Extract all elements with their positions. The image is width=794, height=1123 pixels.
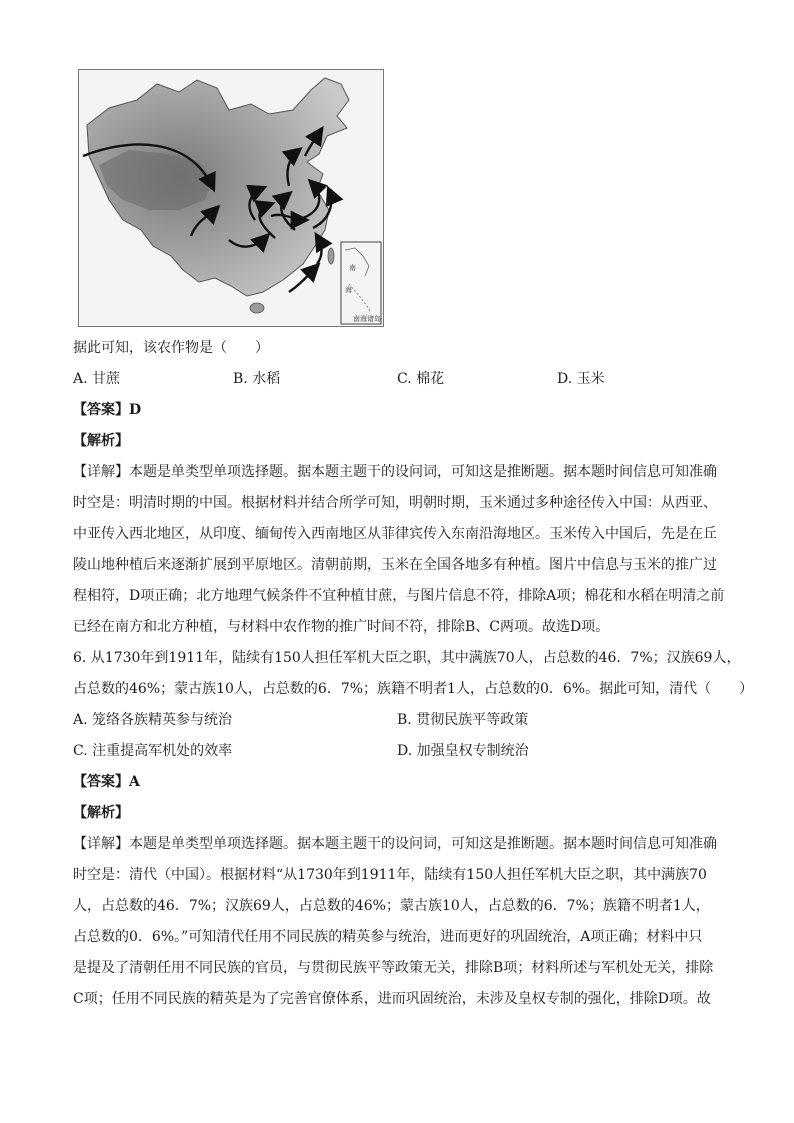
q5-detail-line: 中亚传入西北地区，从印度、缅甸传入西南地区从菲律宾传入东南沿海地区。玉米传入中国后，先是在丘 (73, 526, 717, 542)
taiwan-island (328, 248, 334, 264)
q6-detail-line: 人，占总数的46．7%；汉族69人，占总数的46%；蒙古族10人，占总数的6．7%；族籍不明者1人， (73, 898, 710, 914)
q5-detail-line: 【详解】本题是单类型单项选择题。据本题主题干的设问词，可知这是推断题。据本题时间信息可知准确 (73, 464, 717, 480)
q5-detail-line: 程相符，D项正确；北方地理气候条件不宜种植甘蔗，与图片信息不符，排除A项；棉花和水稻在明清之前 (73, 588, 725, 604)
q6-detail-line: 【详解】本题是单类型单项选择题。据本题主题干的设问词，可知这是推断题。据本题时间信息可知准确 (73, 836, 717, 852)
q6-stem-line: 占总数的46%；蒙古族10人，占总数的6．7%；族籍不明者1人，占总数的0．6%。据此可知，清代（ ） (73, 681, 754, 697)
hainan-island (250, 303, 264, 313)
inset-label-hai: 海 (345, 286, 352, 294)
q5-option-d: D. 玉米 (557, 371, 605, 387)
q5-detail-line: 已经在南方和北方种植，与材料中农作物的推广时间不符，排除B、C两项。故选D项。 (73, 619, 610, 635)
q6-option-d: D. 加强皇权专制统治 (397, 743, 529, 759)
q5-option-b: B. 水稻 (233, 371, 281, 387)
q6-answer: 【答案】A (73, 774, 140, 790)
q5-detail-line: 陵山地种植后来逐渐扩展到平原地区。清朝前期，玉米在全国各地多有种植。图片中信息与玉米的推广过 (73, 557, 717, 573)
q5-stem: 据此可知，该农作物是（ ） (73, 340, 269, 356)
q6-option-b: B. 贯彻民族平等政策 (397, 712, 529, 728)
china-map-graphic (79, 70, 383, 326)
south-china-sea-inset (341, 242, 381, 324)
inset-label-islands: 南海诸岛 (353, 315, 381, 323)
crop-spread-map (78, 69, 384, 327)
q6-detail-line: 时空是：清代（中国）。根据材料“从1730年到1911年，陆续有150人担任军机大臣之职，其中满族70 (73, 867, 707, 883)
q6-detail-line: 是提及了清朝任用不同民族的官员，与贯彻民族平等政策无关，排除B项；材料所述与军机处无关，排除 (73, 960, 714, 976)
q6-stem-line: 6. 从1730年到1911年，陆续有150人担任军机大臣之职，其中满族70人，占总数的46．7%；汉族69人， (73, 650, 741, 666)
q6-option-c: C. 注重提高军机处的效率 (73, 743, 233, 759)
q5-answer: 【答案】D (73, 402, 142, 418)
q6-option-a: A. 笼络各族精英参与统治 (73, 712, 233, 728)
q5-option-a: A. 甘蔗 (73, 371, 121, 387)
q6-detail-line: 占总数的0．6%。”可知清代任用不同民族的精英参与统治，进而更好的巩固统治，A项正确；材料中只 (73, 929, 703, 945)
q6-detail-line: C项；任用不同民族的精英是为了完善官僚体系，进而巩固统治，未涉及皇权专制的强化，排除D项。故 (73, 991, 711, 1007)
q5-option-c: C. 棉花 (397, 371, 445, 387)
q5-analysis-title: 【解析】 (73, 433, 129, 449)
q6-analysis-title: 【解析】 (73, 805, 129, 821)
q5-detail-line: 时空是：明清时期的中国。根据材料并结合所学可知，明朝时期，玉米通过多种途径传入中国：从西亚、 (73, 495, 717, 511)
inset-label-nan: 南 (349, 264, 356, 272)
